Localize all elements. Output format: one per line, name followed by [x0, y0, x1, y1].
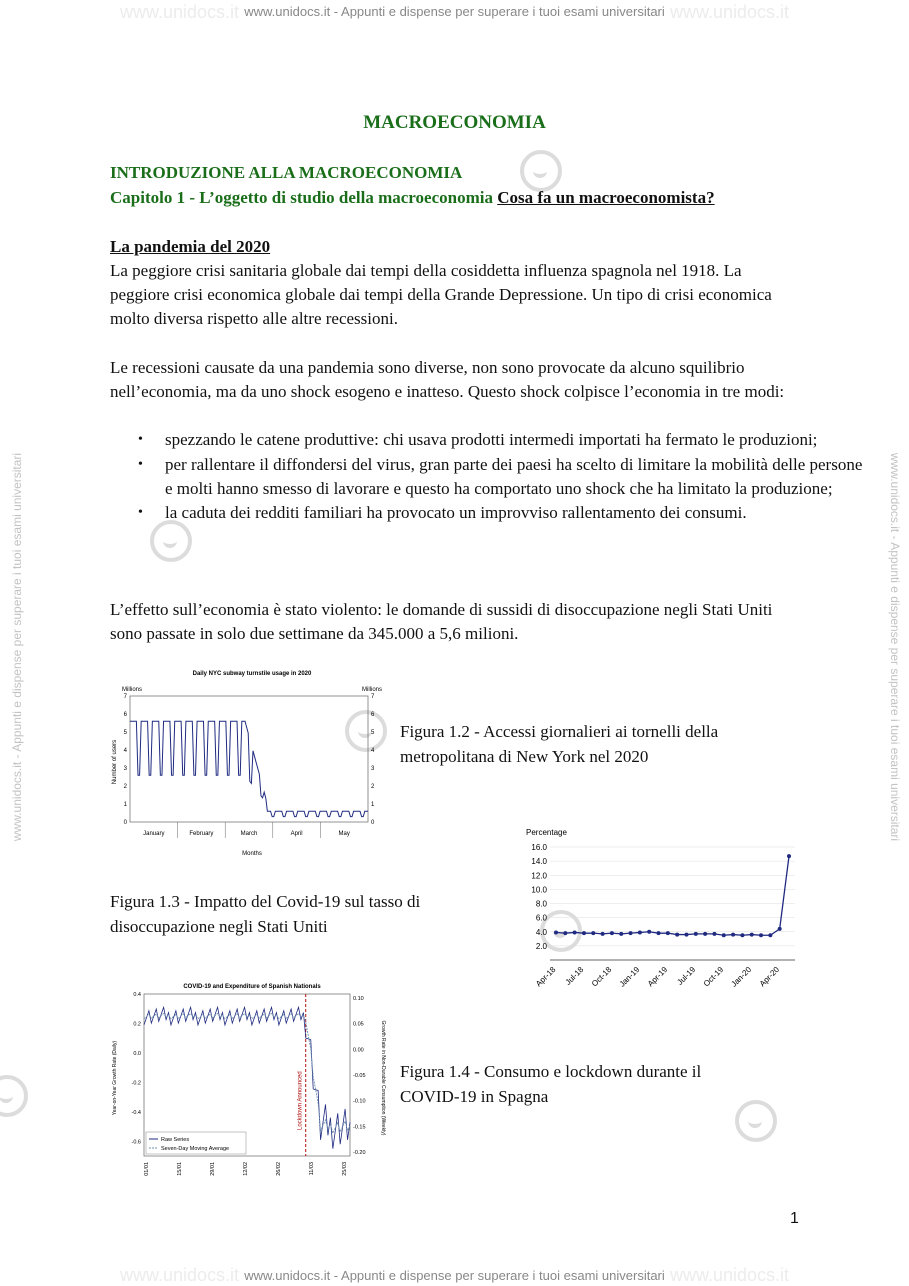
section-heading: INTRODUZIONE ALLA MACROECONOMIA — [110, 163, 463, 182]
x-tick-label: Apr-20 — [757, 965, 782, 989]
x-tick-label: 01/01 — [144, 1162, 150, 1176]
y-tick-label: 6.0 — [535, 913, 547, 923]
lockdown-label: Lockdown Announced — [297, 1071, 304, 1130]
data-point — [759, 933, 763, 937]
nyc-subway-chart — [110, 662, 395, 860]
data-point — [610, 931, 614, 935]
unidocs-logo-icon — [150, 520, 192, 562]
y-tick-label: 14.0 — [531, 857, 547, 867]
header-watermark: www.unidocs.it - Appunti e dispense per superare i tuoi esami universitari — [244, 4, 665, 19]
bullet-list — [110, 428, 865, 525]
x-tick-label: April — [290, 831, 303, 837]
figure-1-2-caption: Figura 1.2 - Accessi giornalieri ai tornelli della metropolitana di New York nel 2020 — [400, 722, 719, 766]
data-point — [684, 933, 688, 937]
data-point — [750, 933, 754, 937]
y-tick-label-left: 6 — [123, 712, 127, 718]
data-point — [601, 932, 605, 936]
y-tick-label-left: 1 — [123, 802, 127, 808]
list-item: • per rallentare il diffondersi del virus, gran parte dei paesi ha scelto di limitare la mobilità delle persone e molti hanno smesso di lavorare e questo ha comportato uno shock che ha limitato la produzione; — [165, 453, 865, 501]
y-tick-label-right: 0.05 — [353, 1021, 364, 1028]
figure-1-3-caption: Figura 1.3 - Impatto del Covid-19 sul tasso di disoccupazione negli Stati Uniti — [110, 892, 421, 936]
legend-label-raw: Raw Series — [161, 1137, 190, 1143]
x-tick-label: 26/02 — [276, 1162, 282, 1176]
y-axis-label-right: Growth Rate in Non-Durable Consumption (Weekly) — [380, 1020, 386, 1136]
y-tick-label-right: -0.20 — [353, 1150, 366, 1156]
subheading: La pandemia del 2020 — [110, 237, 271, 256]
unit-label-left: Millions — [122, 687, 143, 693]
x-tick-label: January — [143, 831, 165, 837]
paragraph-1: La peggiore crisi sanitaria globale dai tempi della cosiddetta influenza spagnola nel 1918. La peggiore crisi economica globale dai tempi della Grande Depressione. Un tipo di crisi economica molto diversa rispetto alle altre recessioni. — [110, 261, 772, 328]
x-tick-label: Jul-18 — [563, 965, 586, 987]
unidocs-logo-icon — [520, 150, 562, 192]
data-point — [582, 931, 586, 935]
data-point — [694, 932, 698, 936]
y-tick-label-left: -0.6 — [131, 1139, 141, 1146]
ghost-watermark: www.unidocs.it — [670, 1265, 790, 1285]
y-tick-label-left: 0 — [123, 820, 127, 826]
x-tick-label: 15/01 — [177, 1162, 183, 1176]
data-point — [740, 933, 744, 937]
y-tick-label-left: 0.2 — [133, 1021, 141, 1028]
x-tick-label: Jul-19 — [675, 965, 698, 987]
y-tick-label-left: -0.2 — [131, 1080, 141, 1087]
x-tick-label: Apr-18 — [534, 965, 558, 989]
chapter-title: Capitolo 1 - L’oggetto di studio della macroeconomia — [110, 188, 493, 207]
unidocs-logo-icon — [0, 1075, 28, 1117]
y-tick-label-left: 0.4 — [133, 992, 141, 998]
side-watermark-left: www.unidocs.it - Appunti e dispense per superare i tuoi esami universitari — [10, 452, 24, 842]
y-tick-label-right: 3 — [371, 766, 375, 772]
x-tick-label: May — [338, 831, 350, 837]
ghost-watermark: www.unidocs.it — [670, 2, 790, 22]
x-tick-label: 12/02 — [243, 1162, 249, 1176]
data-point — [591, 931, 595, 935]
y-tick-label-left: 3 — [123, 766, 127, 772]
paragraph-3: L’effetto sull’economia è stato violento: le domande di sussidi di disoccupazione negli Stati Uniti sono passate in solo due settimane da 345.000 a 5,6 milioni. — [110, 600, 773, 643]
data-point — [563, 931, 567, 935]
y-tick-label-right: 0.00 — [353, 1047, 364, 1054]
y-tick-label-right: -0.15 — [353, 1124, 366, 1131]
data-point — [731, 933, 735, 937]
moving-average-line — [144, 1013, 350, 1133]
data-point — [768, 933, 772, 937]
y-tick-label: 4.0 — [535, 927, 547, 937]
data-point — [722, 933, 726, 937]
data-point — [573, 930, 577, 934]
y-tick-label-right: 0.10 — [353, 996, 364, 1002]
chart-title: COVID-19 and Expenditure of Spanish Nationals — [183, 984, 321, 990]
chart-title: Daily NYC subway turnstile usage in 2020 — [192, 671, 312, 677]
chapter-heading — [110, 188, 715, 208]
y-tick-label: 10.0 — [531, 885, 547, 895]
figure-1-4-caption: Figura 1.4 - Consumo e lockdown durante il COVID-19 in Spagna — [400, 1062, 702, 1106]
x-tick-label: Jan-20 — [729, 965, 754, 989]
side-watermark-right: www.unidocs.it - Appunti e dispense per superare i tuoi esami universitari — [888, 452, 902, 842]
unit-label-right: Millions — [362, 687, 383, 693]
x-axis-label: Months — [242, 851, 262, 857]
chapter-link[interactable]: Cosa fa un macroeconomista? — [497, 188, 715, 207]
x-tick-label: 29/01 — [210, 1162, 216, 1176]
y-tick-label-right: -0.10 — [353, 1098, 366, 1105]
data-point — [647, 930, 651, 934]
y-axis-label: Percentage — [526, 828, 567, 837]
unidocs-logo-icon — [735, 1100, 777, 1142]
page-number: 1 — [790, 1210, 799, 1227]
y-tick-label-left: -0.4 — [131, 1109, 141, 1116]
x-tick-label: Jan-19 — [617, 965, 642, 989]
y-tick-label: 2.0 — [535, 941, 547, 951]
y-tick-label-right: -0.05 — [353, 1073, 366, 1079]
y-tick-label-right: 7 — [371, 694, 375, 700]
y-tick-label-right: 0 — [371, 820, 375, 826]
data-point — [712, 932, 716, 936]
data-point — [778, 927, 782, 931]
list-item: • la caduta dei redditi familiari ha provocato un improvviso rallentamento dei consumi. — [165, 501, 865, 525]
y-tick-label-right: 5 — [371, 730, 375, 736]
y-axis-label-left: Year-on-Year Growth Rate (Daily) — [112, 1040, 118, 1116]
data-point — [666, 931, 670, 935]
y-tick-label-left: 2 — [123, 784, 127, 790]
spain-consumption-chart — [110, 978, 395, 1183]
y-tick-label-left: 0.0 — [133, 1050, 141, 1057]
y-tick-label: 12.0 — [531, 871, 547, 881]
legend — [146, 1132, 246, 1154]
y-tick-label-left: 4 — [123, 748, 127, 754]
legend-label-ma: Seven-Day Moving Average — [161, 1146, 230, 1152]
data-point — [629, 931, 633, 935]
y-tick-label-right: 2 — [371, 784, 375, 790]
unemployment-series-line — [556, 856, 789, 935]
x-tick-label: Apr-19 — [645, 965, 670, 989]
document-title: MACROECONOMIA — [363, 112, 546, 133]
data-point — [675, 933, 679, 937]
ghost-watermark: www.unidocs.it — [120, 2, 240, 22]
x-tick-label: 25/03 — [342, 1162, 348, 1176]
y-tick-label-right: 1 — [371, 802, 375, 808]
data-point — [638, 930, 642, 934]
footer-watermark: www.unidocs.it - Appunti e dispense per superare i tuoi esami universitari — [244, 1268, 665, 1283]
y-tick-label: 16.0 — [531, 843, 547, 852]
x-tick-label: 11/03 — [309, 1162, 315, 1176]
list-item: • spezzando le catene produttive: chi usava prodotti intermedi importati ha fermato le produzioni; — [165, 428, 865, 452]
y-tick-label-left: 5 — [123, 730, 127, 736]
data-point — [554, 930, 558, 934]
data-point — [657, 931, 661, 935]
y-axis-label: Number of users — [112, 739, 118, 785]
data-point — [619, 932, 623, 936]
y-tick-label-right: 4 — [371, 748, 375, 754]
raw-series-line — [144, 1007, 350, 1148]
x-tick-label: Oct-18 — [589, 965, 614, 989]
data-point — [703, 932, 707, 936]
us-unemployment-chart — [520, 825, 810, 1020]
ridership-series-line — [130, 721, 368, 816]
paragraph-2: Le recessioni causate da una pandemia sono diverse, non sono provocate da alcuno squilibrio nell’economia, ma da uno shock esogeno e inatteso. Questo shock colpisce l’economia in tre modi: — [110, 358, 785, 401]
ghost-watermark: www.unidocs.it — [120, 1265, 240, 1285]
y-tick-label-left: 7 — [123, 694, 127, 700]
x-tick-label: February — [189, 831, 214, 837]
y-tick-label-right: 6 — [371, 712, 375, 718]
x-tick-label: March — [240, 831, 258, 837]
data-point — [787, 854, 791, 858]
y-tick-label: 8.0 — [535, 899, 547, 909]
x-tick-label: Oct-19 — [701, 965, 726, 989]
